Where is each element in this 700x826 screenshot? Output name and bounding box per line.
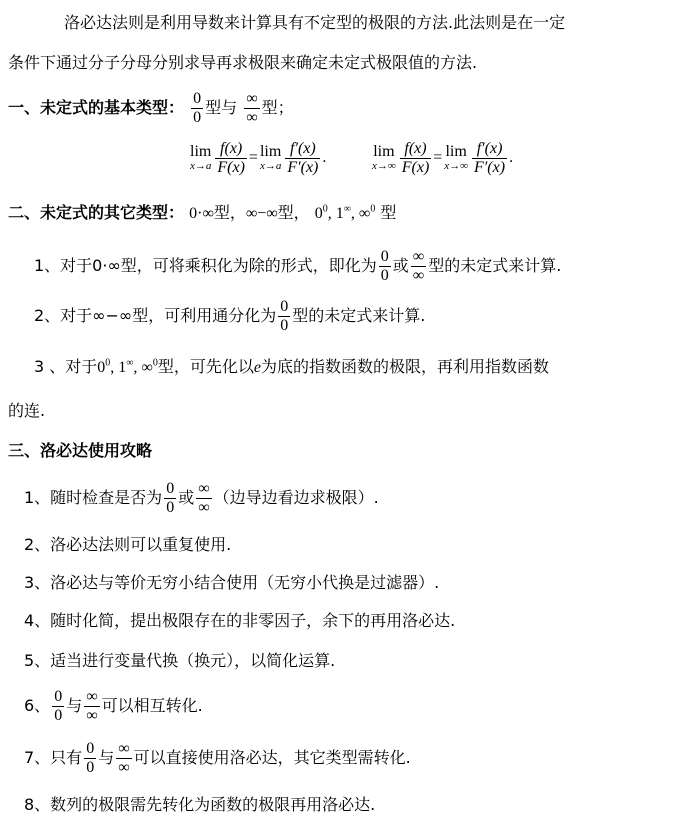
fraction-numerator: f′(x) <box>285 140 320 159</box>
fraction-numerator: f(x) <box>400 140 432 159</box>
and-word: 与 <box>98 748 115 767</box>
item-suffix: 为底的指数函数的极限，再利用指数函数 <box>260 357 549 376</box>
or-word: 或 <box>178 488 195 507</box>
limit-operator <box>372 144 396 172</box>
section3-item-7 <box>24 738 411 778</box>
fraction-zero-over-zero <box>191 90 203 127</box>
fraction-denominator: F(x) <box>217 158 245 176</box>
fraction-inf-over-inf <box>196 480 211 517</box>
formula-x-to-a <box>188 136 326 180</box>
formula-rhs-fraction <box>285 140 320 177</box>
limit-word: lim <box>373 143 395 161</box>
zero-base: 0 <box>314 205 323 222</box>
section1-heading: 一、未定式的基本类型： <box>8 98 185 117</box>
item-suffix: 可以直接使用洛必达，其它类型需转化. <box>133 748 411 767</box>
fraction-inf-over-inf <box>244 90 259 127</box>
intro-line-1: 洛必达法则是利用导数来计算具有不定型的极限的方法.此法则是在一定 <box>64 13 566 32</box>
limit-word: lim <box>259 143 282 161</box>
section1-heading-line <box>8 88 294 128</box>
limit-subscript: x→∞ <box>372 160 396 173</box>
item-prefix: 6、 <box>24 696 51 715</box>
or-word: 或 <box>392 256 409 275</box>
fraction-numerator: 0 <box>54 688 63 705</box>
section3-item-8: 8、数列的极限需先转化为函数的极限再用洛必达. <box>24 795 376 814</box>
section3-heading: 三、洛必达使用攻略 <box>8 441 153 460</box>
section3-item-3: 3、洛必达与等价无穷小结合使用（无穷小代换是过滤器）. <box>24 573 440 592</box>
limit-word: lim <box>190 143 212 161</box>
intro-line-2: 条件下通过分子分母分别求导再求极限来确定未定式极限值的方法. <box>8 53 478 72</box>
formula-end: . <box>509 149 514 166</box>
power-types: $0^0$, 1∞, ∞$^0$ <box>97 357 158 376</box>
item-suffix: 可以相互转化. <box>101 696 203 715</box>
limit-subscript: x→a <box>190 160 212 173</box>
fraction-inf-over-inf <box>116 740 131 777</box>
equals-sign: = <box>248 149 258 166</box>
fraction-denominator: ∞ <box>118 759 130 776</box>
fraction-denominator: 0 <box>280 317 289 334</box>
section3-item-6 <box>24 686 203 726</box>
fraction-numerator: f′(x) <box>472 140 507 159</box>
fraction-denominator: F′(x) <box>474 158 506 176</box>
fraction-inf-over-inf <box>84 688 99 725</box>
formula-end: . <box>322 149 327 166</box>
item-prefix: 1、对于0·∞型，可将乘积化为除的形式，即化为 <box>34 256 377 275</box>
fraction-denominator: ∞ <box>246 109 258 126</box>
item-middle: 型，可先化以 <box>157 357 254 376</box>
section2-heading: 二、未定式的其它类型： <box>8 203 185 222</box>
fraction-denominator: F(x) <box>401 158 430 176</box>
section2-heading-line: 二、未定式的其它类型： 0·∞型，∞−∞型， $0^0$, 1∞, ∞$^0$ 型 <box>8 203 397 222</box>
item-prefix: 7、只有 <box>24 748 83 767</box>
item-suffix: （边导边看边求极限）. <box>213 488 379 507</box>
section2-item-1 <box>34 246 561 286</box>
section3-item-4: 4、随时化简，提出极限存在的非零因子，余下的再用洛必达. <box>24 611 456 630</box>
type-word-end: 型； <box>261 98 294 117</box>
fraction-denominator: 0 <box>380 267 389 284</box>
fraction-zero-over-zero <box>379 248 391 285</box>
limit-operator <box>190 144 211 172</box>
fraction-zero-over-zero <box>164 480 176 517</box>
fraction-numerator: ∞ <box>198 480 210 497</box>
and-word: 与 <box>66 696 83 715</box>
fraction-zero-over-zero <box>278 298 290 335</box>
item-prefix: 3 、对于 <box>34 357 98 376</box>
limit-operator <box>260 144 281 172</box>
fraction-zero-over-zero <box>84 740 96 777</box>
item-prefix: 1、随时检查是否为 <box>24 488 163 507</box>
fraction-zero-over-zero <box>52 688 64 725</box>
fraction-denominator: 0 <box>54 707 63 724</box>
section2-item-2 <box>34 296 425 336</box>
formula-lhs-fraction <box>400 140 432 177</box>
fraction-numerator: 0 <box>280 298 289 315</box>
formula-rhs-fraction <box>472 140 507 177</box>
fraction-denominator: 0 <box>166 499 175 516</box>
fraction-numerator: ∞ <box>246 90 258 107</box>
other-types-text: 0·∞型，∞−∞型， <box>189 205 310 222</box>
section2-item-3-continued: 的连. <box>8 401 46 420</box>
fraction-numerator: ∞ <box>412 248 425 265</box>
power-types: $0^0$, 1∞, ∞$^0$ <box>314 203 376 222</box>
formula-lhs-fraction <box>215 140 247 177</box>
and-word: 与 <box>221 98 238 117</box>
fraction-numerator: ∞ <box>86 688 98 705</box>
limit-operator <box>444 144 468 172</box>
limit-subscript: x→∞ <box>444 160 469 173</box>
fraction-denominator: ∞ <box>412 267 425 284</box>
fraction-numerator: 0 <box>166 480 175 497</box>
fraction-numerator: 0 <box>86 740 95 757</box>
item-suffix: 型的未定式来计算. <box>292 306 426 325</box>
fraction-numerator: 0 <box>193 90 202 107</box>
section3-item-5: 5、适当进行变量代换（换元），以简化运算. <box>24 651 336 670</box>
fraction-denominator: ∞ <box>86 707 98 724</box>
section3-item-2: 2、洛必达法则可以重复使用. <box>24 535 232 554</box>
fraction-denominator: F′(x) <box>287 158 319 176</box>
formula-x-to-infinity <box>370 136 513 180</box>
section3-item-1 <box>24 478 379 518</box>
item-prefix: 2、对于∞−∞型，可利用通分化为 <box>34 306 277 325</box>
type-word: 型 <box>205 98 222 117</box>
section2-item-3 <box>34 356 549 379</box>
limit-subscript: x→a <box>259 160 282 173</box>
fraction-denominator: 0 <box>86 759 95 776</box>
fraction-inf-over-inf <box>411 248 426 285</box>
fraction-denominator: 0 <box>193 109 202 126</box>
item-suffix: 型的未定式来计算. <box>428 256 562 275</box>
fraction-numerator: f(x) <box>215 140 247 159</box>
limit-word: lim <box>445 143 467 161</box>
e-symbol: e <box>253 359 261 376</box>
equals-sign: = <box>433 149 443 166</box>
fraction-denominator: ∞ <box>198 499 210 516</box>
fraction-numerator: ∞ <box>118 740 130 757</box>
fraction-numerator: 0 <box>380 248 389 265</box>
